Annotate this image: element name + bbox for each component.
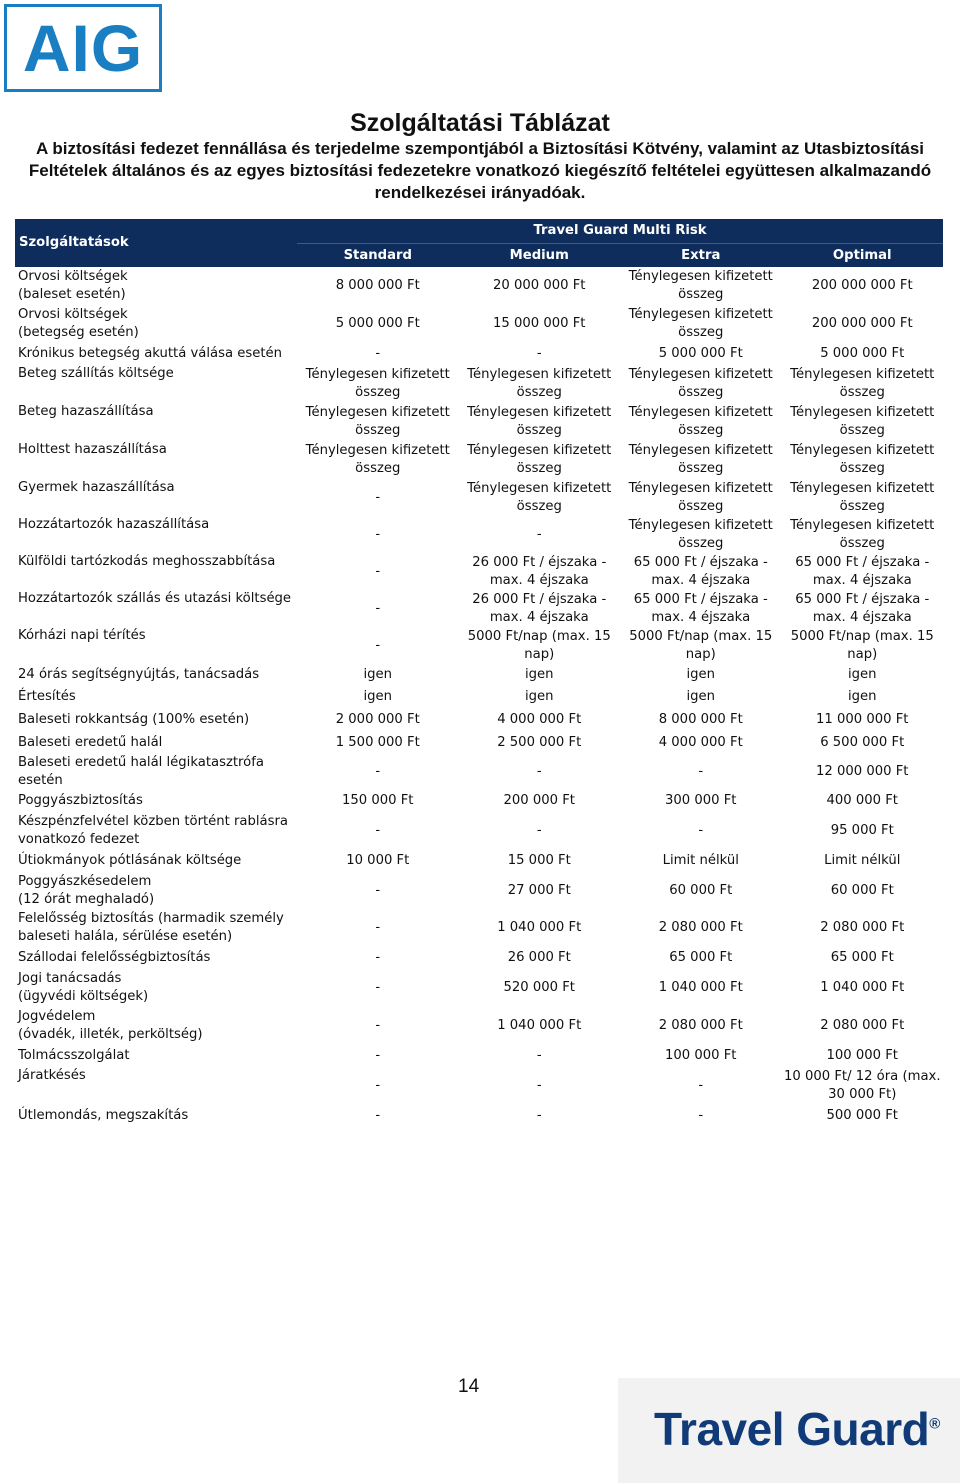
cell-value: Limit nélkül <box>824 853 901 868</box>
row-label-line: Hozzátartozók hazaszállítása <box>18 517 210 532</box>
row-label-line: Felelősség biztosítás (harmadik személy <box>18 911 284 926</box>
cell-value: 1 040 000 Ft <box>497 920 582 935</box>
cell-value: 65 000 Ft / éjszaka - max. 4 éjszaka <box>795 591 930 625</box>
cell-value: - <box>698 1108 704 1123</box>
cell-value: - <box>375 637 381 653</box>
row-label-line: (ügyvédi költségek) <box>18 989 149 1004</box>
row-label <box>15 479 297 516</box>
table-row <box>15 441 943 479</box>
cell-value: 8 000 000 Ft <box>335 278 420 293</box>
cell-value: Ténylegesen kifizetett összeg <box>628 480 773 514</box>
row-label <box>15 590 297 627</box>
cell-value: 60 000 Ft <box>669 882 733 898</box>
row-label <box>15 969 297 1007</box>
row-label-line: Orvosi költségek <box>18 307 128 322</box>
cell-value: - <box>375 1078 381 1093</box>
cell-value: - <box>536 1078 542 1093</box>
cell-value: Ténylegesen kifizetett összeg <box>628 307 773 340</box>
row-label <box>15 1045 297 1067</box>
heading-block <box>0 108 960 204</box>
row-label-line: Krónikus betegség akuttá válása esetén <box>18 346 283 361</box>
aig-logo: AIG <box>4 4 162 92</box>
cell-value: - <box>536 764 542 779</box>
intro-text: A biztosítási fedezet fennállása és terjedelme szempontjából a Biztosítási Kötvény, valamint az Utasbiztosítási Feltételek általános és az egyes biztosítási fedezetekre vonatkozó kiegészítő feltételei együttesen alkalmazandó rendelkezései irányadóak. <box>28 139 932 202</box>
cell-value: 26 000 Ft / éjszaka - max. 4 éjszaka <box>472 554 607 588</box>
cell-value: igen <box>524 667 554 682</box>
cell-value: 5000 Ft/nap (max. 15 nap) <box>629 628 773 662</box>
cell-value: - <box>536 346 542 361</box>
row-label-line: Útiokmányok pótlásának költsége <box>18 853 242 868</box>
cell-value: 500 000 Ft <box>826 1108 898 1123</box>
row-label <box>15 441 297 479</box>
cell-value: 60 000 Ft <box>830 882 894 898</box>
cell-value: 200 000 Ft <box>503 793 575 808</box>
cell-value: Ténylegesen kifizetett összeg <box>628 367 773 400</box>
cell-value: 150 000 Ft <box>342 793 414 808</box>
row-label-line: Hozzátartozók szállás és utazási költsége <box>18 591 292 606</box>
column-group-header: Travel Guard Multi Risk <box>297 219 943 244</box>
row-label-line: Tolmácsszolgálat <box>18 1048 130 1063</box>
cell-value: - <box>375 1048 381 1063</box>
row-label <box>15 305 297 343</box>
cell-value: Ténylegesen kifizetett összeg <box>790 405 935 438</box>
row-label-line: (betegség esetén) <box>18 325 139 340</box>
cell-value: 1 500 000 Ft <box>335 735 420 750</box>
cell-value: - <box>536 1108 542 1123</box>
cell-value: 300 000 Ft <box>665 793 737 808</box>
cell-value: Ténylegesen kifizetett összeg <box>467 443 612 476</box>
cell-value: Ténylegesen kifizetett összeg <box>790 367 935 400</box>
row-label-line: vonatkozó fedezet <box>18 832 140 847</box>
row-label <box>15 627 297 664</box>
travel-guard-wordmark: Travel Guard <box>654 1403 930 1455</box>
row-label <box>15 1067 297 1105</box>
plan-header: Extra <box>620 244 782 268</box>
row-label-line: Holttest hazaszállítása <box>18 442 167 457</box>
cell-value: - <box>536 823 542 838</box>
cell-value: 5 000 000 Ft <box>658 346 743 361</box>
table-row <box>15 343 943 365</box>
table-row <box>15 754 943 790</box>
cell-value: igen <box>363 689 392 704</box>
cell-value: 1 040 000 Ft <box>497 1018 582 1033</box>
cell-value: Ténylegesen kifizetett összeg <box>790 443 935 476</box>
cell-value: Ténylegesen kifizetett összeg <box>628 269 773 302</box>
cell-value: 65 000 Ft <box>669 950 733 965</box>
cell-value: - <box>698 823 704 838</box>
cell-value: 20 000 000 Ft <box>493 278 586 293</box>
row-label <box>15 403 297 441</box>
cell-value: Ténylegesen kifizetett összeg <box>790 480 935 514</box>
row-label <box>15 790 297 812</box>
table-row <box>15 627 943 664</box>
cell-value: - <box>536 526 542 542</box>
row-label-line: Beteg hazaszállítása <box>18 404 154 419</box>
cell-value: 2 080 000 Ft <box>820 1018 905 1033</box>
cell-value: 2 080 000 Ft <box>820 920 905 935</box>
table-row <box>15 1067 943 1105</box>
row-label-line: (12 órát meghaladó) <box>18 891 155 907</box>
page-number: 14 <box>458 1376 480 1397</box>
cell-value: 65 000 Ft / éjszaka - max. 4 éjszaka <box>795 554 930 588</box>
row-label-line: Kórházi napi térítés <box>18 628 146 643</box>
row-label <box>15 1007 297 1045</box>
cell-value: Ténylegesen kifizetett összeg <box>628 405 773 438</box>
cell-value: 100 000 Ft <box>826 1048 898 1063</box>
cell-value: - <box>698 1078 704 1093</box>
column-header-services: Szolgáltatások <box>15 219 297 267</box>
cell-value: - <box>375 764 381 779</box>
row-label-line: Külföldi tartózkodás meghosszabbítása <box>18 554 276 569</box>
cell-value: 100 000 Ft <box>665 1048 737 1063</box>
row-label <box>15 947 297 969</box>
table-row <box>15 267 943 305</box>
table-row <box>15 664 943 686</box>
cell-value: 5 000 000 Ft <box>335 316 420 331</box>
row-label-line: Poggyászbiztosítás <box>18 793 143 808</box>
cell-value: igen <box>847 667 877 682</box>
row-label <box>15 664 297 686</box>
row-label-line: Beteg szállítás költsége <box>18 366 174 381</box>
cell-value: 200 000 000 Ft <box>811 278 913 293</box>
table-row <box>15 1007 943 1045</box>
cell-value: Ténylegesen kifizetett összeg <box>467 405 612 438</box>
row-label <box>15 850 297 872</box>
table-row <box>15 553 943 590</box>
cell-value: 5000 Ft/nap (max. 15 nap) <box>790 628 934 662</box>
row-label <box>15 553 297 590</box>
cell-value: - <box>375 600 381 616</box>
cell-value: Ténylegesen kifizetett összeg <box>467 367 612 400</box>
cell-value: Ténylegesen kifizetett összeg <box>467 480 612 514</box>
cell-value: 26 000 Ft / éjszaka - max. 4 éjszaka <box>472 591 607 625</box>
plan-header: Standard <box>297 244 459 268</box>
table-row <box>15 305 943 343</box>
row-label-line: Útlemondás, megszakítás <box>18 1108 189 1123</box>
cell-value: 10 000 Ft/ 12 óra (max. 30 000 Ft) <box>783 1069 941 1102</box>
row-label-line: Jogvédelem <box>18 1009 96 1024</box>
services-table <box>15 219 943 1127</box>
cell-value: Ténylegesen kifizetett összeg <box>305 405 450 438</box>
row-label <box>15 909 297 947</box>
cell-value: igen <box>686 689 715 704</box>
row-label <box>15 343 297 365</box>
table-row <box>15 969 943 1007</box>
row-label-line: Gyermek hazaszállítása <box>18 480 175 495</box>
cell-value: Limit nélkül <box>662 853 739 868</box>
row-label-line: Poggyászkésedelem <box>18 873 152 889</box>
cell-value: 1 040 000 Ft <box>820 980 905 995</box>
table-row <box>15 479 943 516</box>
cell-value: - <box>375 950 381 965</box>
table-row <box>15 732 943 754</box>
cell-value: 4 000 000 Ft <box>658 735 743 750</box>
table-row <box>15 686 943 708</box>
row-label <box>15 732 297 754</box>
row-label-line: Baleseti rokkantság (100% esetén) <box>18 712 250 727</box>
page-title: Szolgáltatási Táblázat <box>350 109 610 137</box>
cell-value: igen <box>363 667 392 682</box>
cell-value: 10 000 Ft <box>346 853 410 868</box>
cell-value: 2 080 000 Ft <box>658 920 743 935</box>
cell-value: - <box>375 563 381 579</box>
cell-value: - <box>375 526 381 542</box>
table-row <box>15 590 943 627</box>
table-row <box>15 812 943 850</box>
cell-value: Ténylegesen kifizetett összeg <box>628 517 773 551</box>
table-row <box>15 365 943 403</box>
cell-value: Ténylegesen kifizetett összeg <box>628 443 773 476</box>
cell-value: 200 000 000 Ft <box>811 316 913 331</box>
travel-guard-logo <box>618 1378 960 1483</box>
row-label-line: Baleseti eredetű halál <box>18 735 163 750</box>
cell-value: 520 000 Ft <box>503 980 575 995</box>
row-label-line: Jogi tanácsadás <box>18 971 122 986</box>
row-label-line: (baleset esetén) <box>18 287 126 302</box>
row-label <box>15 516 297 553</box>
cell-value: Ténylegesen kifizetett összeg <box>790 517 935 551</box>
cell-value: 8 000 000 Ft <box>658 712 743 727</box>
plan-header: Medium <box>459 244 621 268</box>
cell-value: 5 000 000 Ft <box>820 346 905 361</box>
cell-value: - <box>375 882 381 898</box>
table-row <box>15 850 943 872</box>
cell-value: 65 000 Ft / éjszaka - max. 4 éjszaka <box>633 554 768 588</box>
table-row <box>15 872 943 909</box>
row-label-line: Készpénzfelvétel közben történt rablásra <box>18 814 288 829</box>
row-label <box>15 267 297 305</box>
row-label <box>15 1105 297 1127</box>
cell-value: - <box>375 346 381 361</box>
cell-value: 26 000 Ft <box>507 950 571 965</box>
cell-value: igen <box>524 689 554 704</box>
cell-value: Ténylegesen kifizetett összeg <box>305 367 450 400</box>
row-label-line: Baleseti eredetű halál légikatasztrófa esetén <box>18 755 264 788</box>
table-row <box>15 909 943 947</box>
cell-value: 6 500 000 Ft <box>820 735 905 750</box>
cell-value: 1 040 000 Ft <box>658 980 743 995</box>
row-label-line: (óvadék, illeték, perköltség) <box>18 1027 203 1042</box>
row-label <box>15 754 297 790</box>
row-label <box>15 872 297 909</box>
cell-value: 27 000 Ft <box>507 882 571 898</box>
row-label-line: baleseti halála, sérülése esetén) <box>18 929 233 944</box>
cell-value: 2 080 000 Ft <box>658 1018 743 1033</box>
cell-value: - <box>375 920 381 935</box>
cell-value: igen <box>686 667 715 682</box>
cell-value: - <box>375 1018 381 1033</box>
table-row <box>15 947 943 969</box>
table-row <box>15 403 943 441</box>
table-row <box>15 1045 943 1067</box>
cell-value: igen <box>847 689 877 704</box>
plan-header: Optimal <box>782 244 944 268</box>
cell-value: 400 000 Ft <box>826 793 898 808</box>
cell-value: 2 500 000 Ft <box>497 735 582 750</box>
cell-value: - <box>536 1048 542 1063</box>
table-row <box>15 708 943 732</box>
row-label-line: Szállodai felelősségbiztosítás <box>18 950 211 965</box>
cell-value: 12 000 000 Ft <box>816 764 909 779</box>
cell-value: 15 000 000 Ft <box>493 316 586 331</box>
cell-value: 65 000 Ft / éjszaka - max. 4 éjszaka <box>633 591 768 625</box>
row-label <box>15 365 297 403</box>
row-label-line: Járatkésés <box>18 1068 86 1083</box>
cell-value: 11 000 000 Ft <box>816 712 909 727</box>
cell-value: - <box>375 823 381 838</box>
cell-value: 4 000 000 Ft <box>497 712 582 727</box>
cell-value: 65 000 Ft <box>830 950 894 965</box>
table-row <box>15 516 943 553</box>
cell-value: 2 000 000 Ft <box>335 712 420 727</box>
table-row <box>15 790 943 812</box>
cell-value: - <box>375 489 381 505</box>
cell-value: Ténylegesen kifizetett összeg <box>305 443 450 476</box>
row-label-line: 24 órás segítségnyújtás, tanácsadás <box>18 667 260 682</box>
cell-value: - <box>375 1108 381 1123</box>
row-label-line: Értesítés <box>18 689 76 704</box>
cell-value: 95 000 Ft <box>830 823 894 838</box>
cell-value: 5000 Ft/nap (max. 15 nap) <box>467 628 611 662</box>
table-row <box>15 1105 943 1127</box>
row-label-line: Orvosi költségek <box>18 269 128 284</box>
row-label <box>15 708 297 732</box>
row-label <box>15 812 297 850</box>
cell-value: - <box>698 764 704 779</box>
registered-mark: ® <box>929 1415 940 1433</box>
cell-value: 15 000 Ft <box>507 853 571 868</box>
cell-value: - <box>375 980 381 995</box>
row-label <box>15 686 297 708</box>
